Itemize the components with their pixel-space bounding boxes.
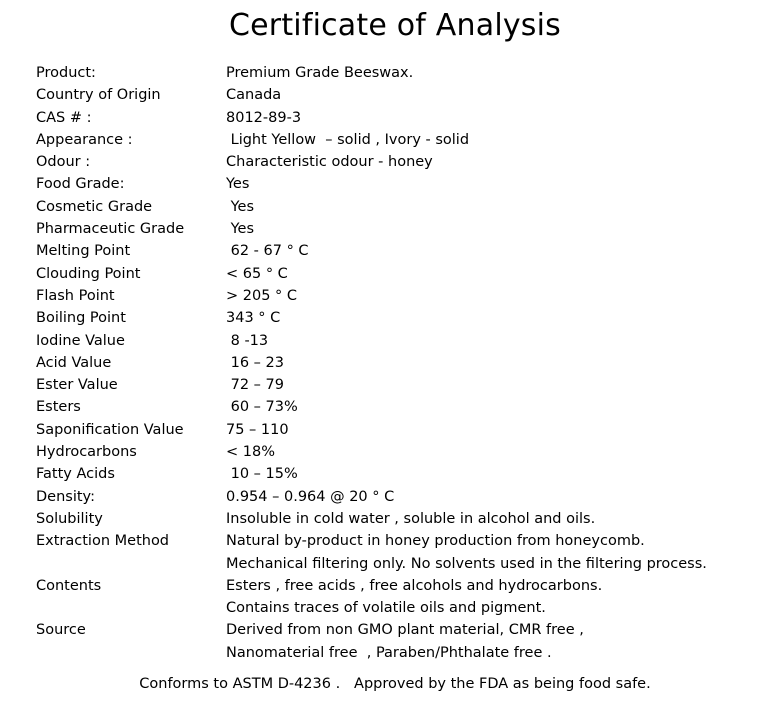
property-value: 8012-89-3 xyxy=(226,109,302,126)
property-value: 62 - 67 ° C xyxy=(226,243,309,260)
analysis-row xyxy=(36,240,756,262)
property-label: Melting Point xyxy=(36,243,131,260)
property-value: Mechanical filtering only. No solvents used in the filtering process. xyxy=(226,555,707,572)
analysis-row xyxy=(36,84,756,106)
property-label: Appearance : xyxy=(36,131,133,148)
property-value: 60 – 73% xyxy=(226,399,298,416)
property-label: Fatty Acids xyxy=(36,466,115,483)
property-value: Derived from non GMO plant material, CMR free , xyxy=(226,622,584,639)
property-value: 8 -13 xyxy=(226,332,269,349)
property-label: Flash Point xyxy=(36,287,115,304)
analysis-row xyxy=(36,508,756,530)
property-label: Cosmetic Grade xyxy=(36,198,153,215)
property-label: Odour : xyxy=(36,154,91,171)
analysis-row xyxy=(36,352,756,374)
property-value: Characteristic odour - honey xyxy=(226,154,433,171)
property-value: 75 – 110 xyxy=(226,421,289,438)
analysis-row xyxy=(36,62,756,84)
analysis-row xyxy=(36,642,756,664)
property-label: Food Grade: xyxy=(36,176,125,193)
analysis-row xyxy=(36,530,756,552)
analysis-row xyxy=(36,486,756,508)
analysis-row xyxy=(36,196,756,218)
analysis-row xyxy=(36,619,756,641)
property-value: 343 ° C xyxy=(226,310,281,327)
property-label: Boiling Point xyxy=(36,310,126,327)
property-label: CAS # : xyxy=(36,109,92,126)
analysis-row xyxy=(36,330,756,352)
analysis-row xyxy=(36,263,756,285)
property-label: Contents xyxy=(36,577,102,594)
property-value: Nanomaterial free , Paraben/Phthalate free . xyxy=(226,644,552,661)
property-value: < 65 ° C xyxy=(226,265,288,282)
property-value: Insoluble in cold water , soluble in alcohol and oils. xyxy=(226,510,596,527)
property-label: Source xyxy=(36,622,86,639)
analysis-row xyxy=(36,597,756,619)
property-value: 72 – 79 xyxy=(226,377,284,394)
property-value: Contains traces of volatile oils and pigment. xyxy=(226,600,546,617)
analysis-row xyxy=(36,575,756,597)
property-value: < 18% xyxy=(226,444,275,461)
property-value: Canada xyxy=(226,87,282,104)
analysis-row xyxy=(36,374,756,396)
property-label: Acid Value xyxy=(36,354,112,371)
property-label: Clouding Point xyxy=(36,265,141,282)
analysis-row xyxy=(36,463,756,485)
property-label: Pharmaceutic Grade xyxy=(36,221,185,238)
analysis-row xyxy=(36,218,756,240)
property-label: Hydrocarbons xyxy=(36,444,137,461)
property-value: Light Yellow – solid , Ivory - solid xyxy=(226,131,470,148)
property-label: Product: xyxy=(36,65,96,81)
property-value: Yes xyxy=(226,198,255,215)
analysis-row xyxy=(36,307,756,329)
property-value: 10 – 15% xyxy=(226,466,298,483)
analysis-row xyxy=(36,151,756,173)
property-label: Ester Value xyxy=(36,377,118,394)
property-value: 16 – 23 xyxy=(226,354,284,371)
property-label: Solubility xyxy=(36,510,103,527)
analysis-row xyxy=(36,553,756,575)
analysis-row xyxy=(36,173,756,195)
analysis-row xyxy=(36,285,756,307)
analysis-table xyxy=(36,62,756,664)
property-label: Density: xyxy=(36,488,95,505)
analysis-row xyxy=(36,441,756,463)
conformity-statement: Conforms to ASTM D-4236 . Approved by the FDA as being food safe. xyxy=(139,676,651,692)
analysis-row xyxy=(36,419,756,441)
property-label: Country of Origin xyxy=(36,87,161,104)
property-value: Yes xyxy=(226,176,250,193)
property-value: Yes xyxy=(226,221,255,238)
property-label: Iodine Value xyxy=(36,332,125,349)
analysis-row xyxy=(36,107,756,129)
property-label: Saponification Value xyxy=(36,421,184,438)
analysis-row xyxy=(36,129,756,151)
property-value: > 205 ° C xyxy=(226,287,298,304)
analysis-row xyxy=(36,396,756,418)
property-label: Extraction Method xyxy=(36,533,170,550)
document-title: Certificate of Analysis xyxy=(228,8,562,43)
property-value: Natural by-product in honey production from honeycomb. xyxy=(226,533,645,550)
property-value: Esters , free acids , free alcohols and hydrocarbons. xyxy=(226,577,603,594)
property-value: 0.954 – 0.964 @ 20 ° C xyxy=(226,488,395,505)
property-label: Esters xyxy=(36,399,81,416)
property-value: Premium Grade Beeswax. xyxy=(226,65,414,81)
